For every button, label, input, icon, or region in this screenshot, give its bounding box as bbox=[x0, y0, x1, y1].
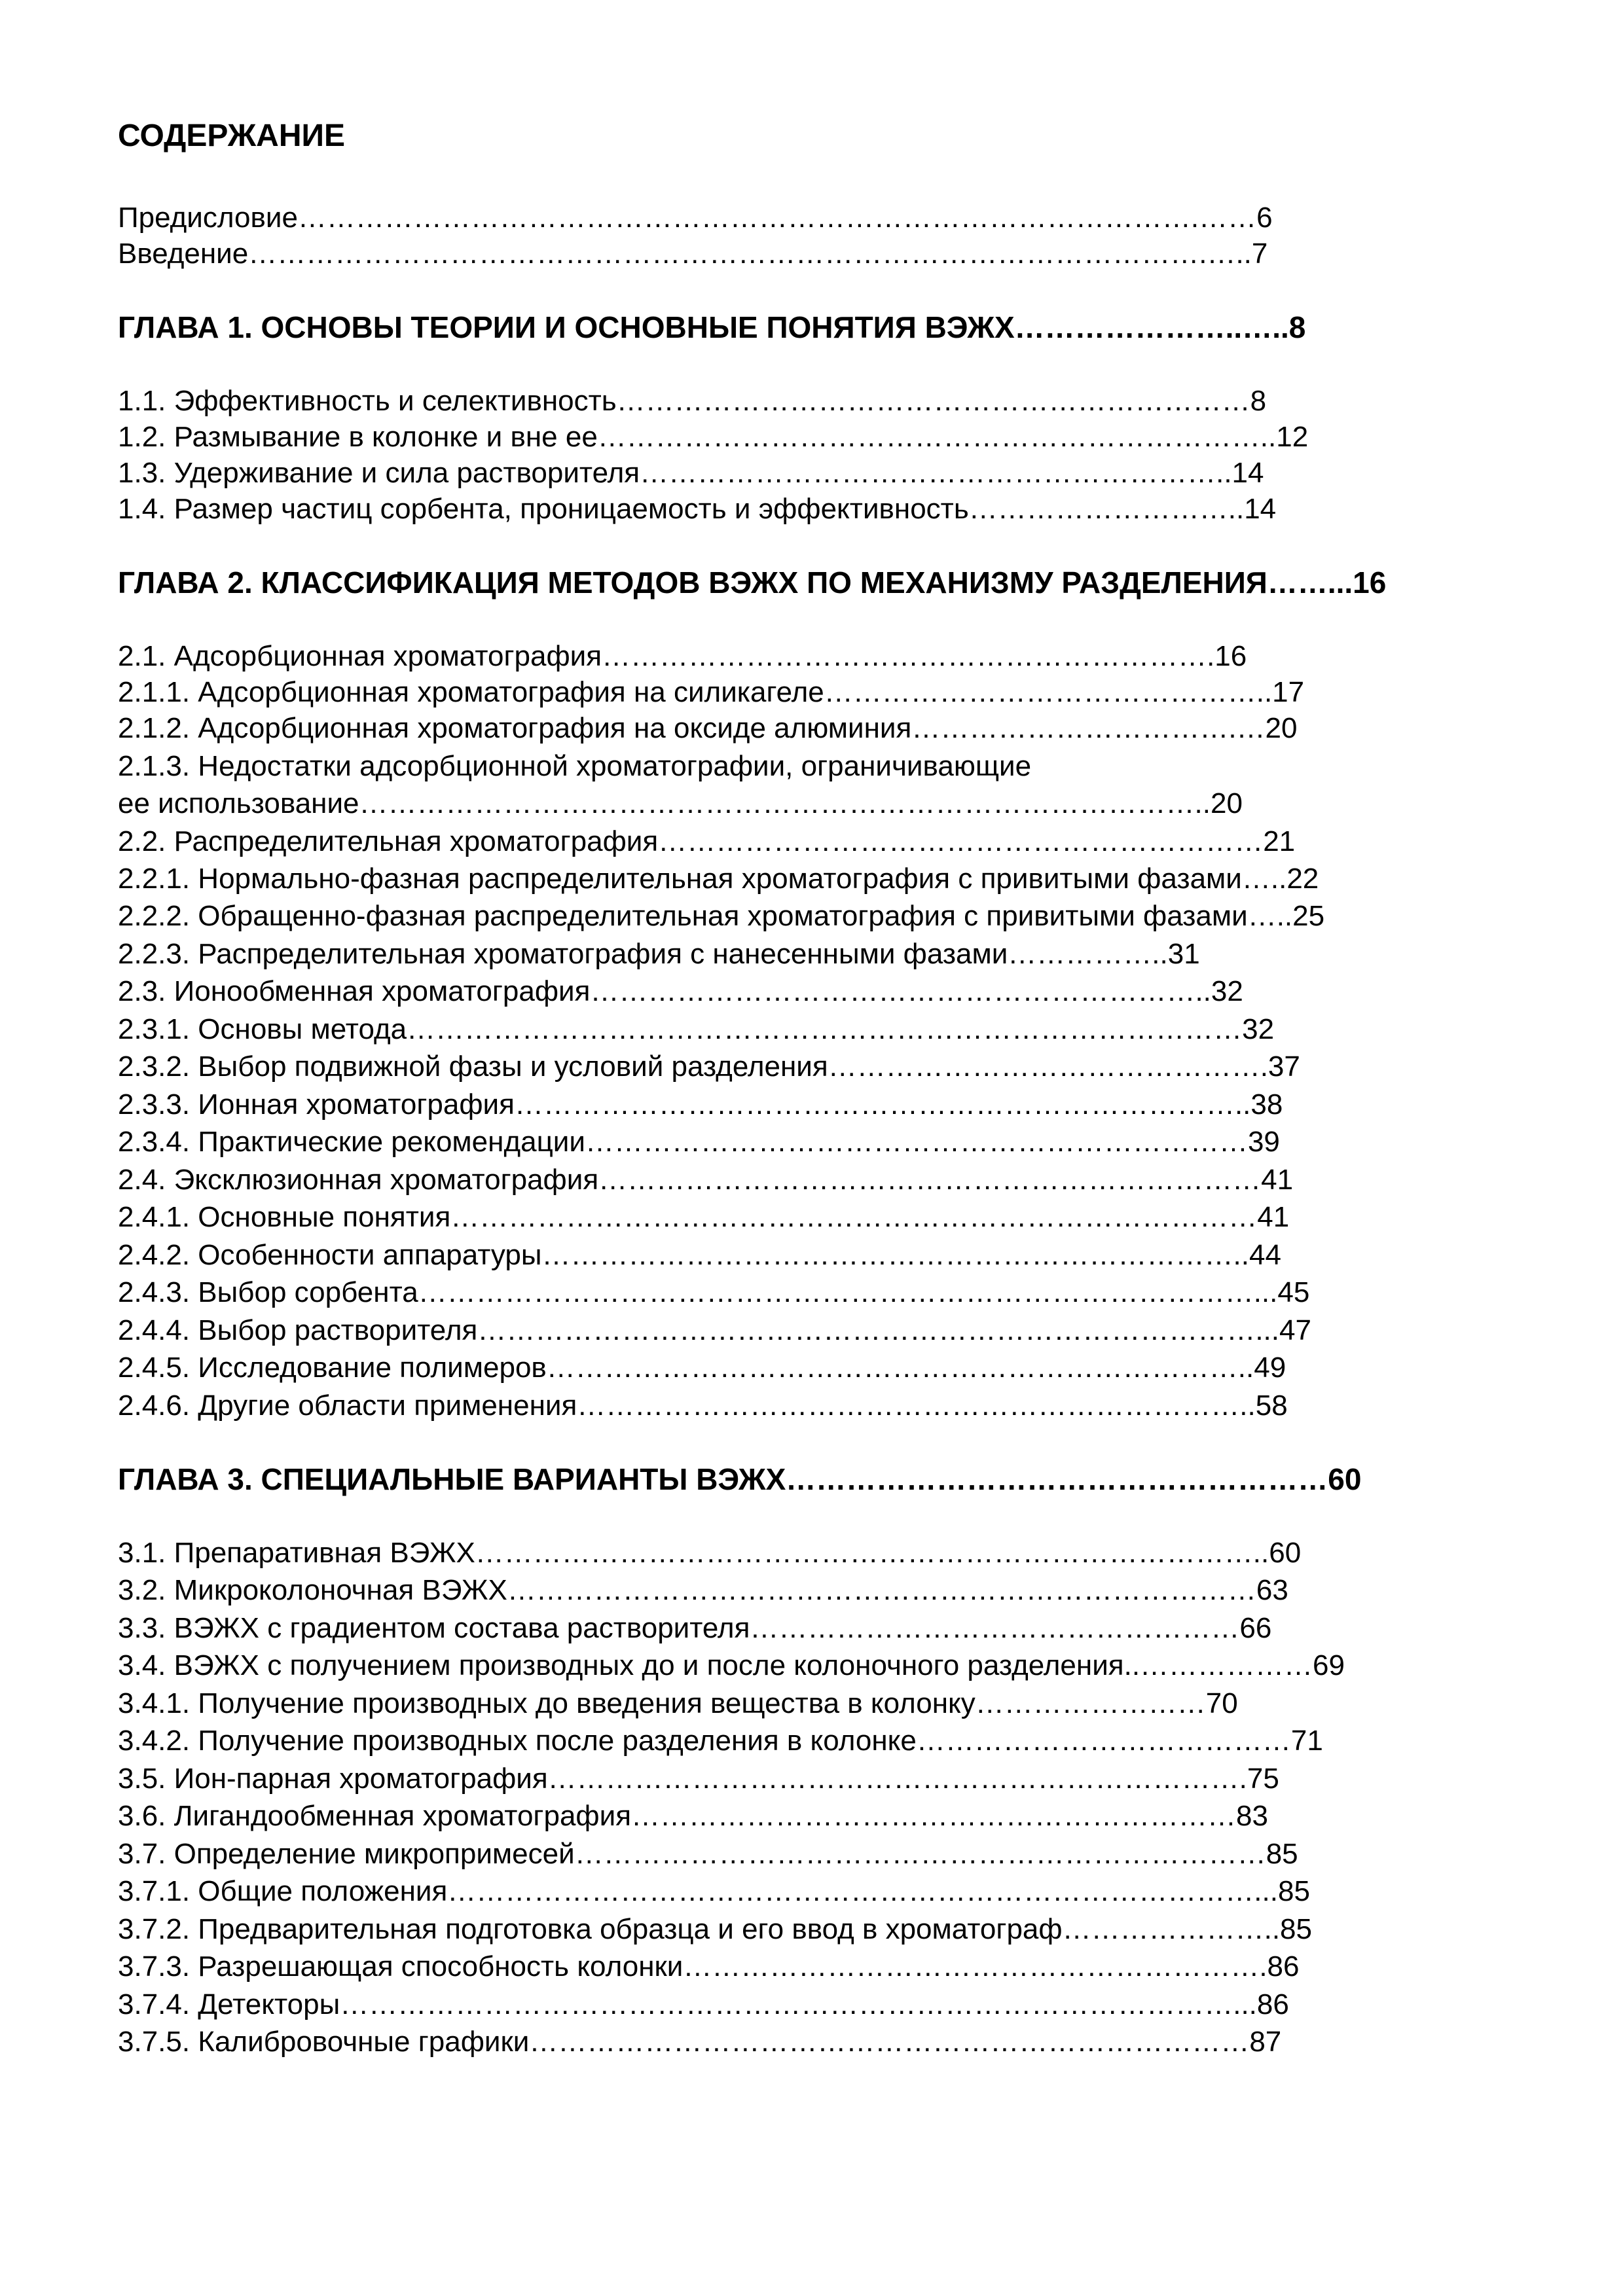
toc-entry: 2.3. Ионообменная хроматография………………………………………………………..32 bbox=[118, 975, 1243, 1007]
toc-entry: 2.4.6. Другие области применения……………………………………………………………..58 bbox=[118, 1390, 1288, 1422]
toc-entry: 1.4. Размер частиц сорбента, проницаемость и эффективность………………………..14 bbox=[118, 493, 1277, 525]
toc-entry: 2.1. Адсорбционная хроматография……………………………………………………….16 bbox=[118, 640, 1247, 672]
toc-entry: 3.7.5. Калибровочные графики…………………………………………………………………87 bbox=[118, 2026, 1282, 2058]
toc-entry: ее использование……………………………………………………………………………..20 bbox=[118, 787, 1243, 819]
toc-entry: 2.4.3. Выбор сорбента……………………………………………………………………………...45 bbox=[118, 1276, 1310, 1308]
toc-chapter-heading: ГЛАВА 1. ОСНОВЫ ТЕОРИИ И ОСНОВНЫЕ ПОНЯТИЯ ВЭЖХ…………………..…..8 bbox=[118, 310, 1306, 344]
toc-entry: 3.7.1. Общие положения…………………………………………………………………………...85 bbox=[118, 1875, 1310, 1907]
toc-entry: 3.7. Определение микропримесей………………………………………………………………85 bbox=[118, 1838, 1298, 1870]
toc-entry: 2.1.3. Недостатки адсорбционной хроматографии, ограничивающие bbox=[118, 750, 1032, 782]
toc-entry: 3.1. Препаративная ВЭЖХ………………………………………………………………………..60 bbox=[118, 1537, 1302, 1569]
toc-entry: 1.2. Размывание в колонке и вне ее……………………………………………………………..12 bbox=[118, 421, 1309, 453]
toc-entry: 2.3.4. Практические рекомендации……………………………………………………………39 bbox=[118, 1126, 1280, 1158]
toc-entry: 2.2. Распределительная хроматография………………………………………………………21 bbox=[118, 825, 1296, 857]
toc-entry: 3.4.2. Получение производных после разделения в колонке…………………………………71 bbox=[118, 1725, 1323, 1757]
toc-entry: 2.3.3. Ионная хроматография…………………………………………………………………..38 bbox=[118, 1088, 1283, 1121]
toc-entry: 2.1.2. Адсорбционная хроматография на оксиде алюминия…………………………….…20 bbox=[118, 712, 1298, 744]
toc-entry: 2.3.1. Основы метода……………………………………………………………………………32 bbox=[118, 1013, 1275, 1045]
toc-entry: 2.4. Эксклюзионная хроматография……………………………………………………………41 bbox=[118, 1164, 1294, 1196]
toc-entry: 3.7.2. Предварительная подготовка образца и его ввод в хроматограф…………………..85 bbox=[118, 1913, 1312, 1945]
toc-entry: Введение……………………………………………………………………………………….…..7 bbox=[118, 238, 1268, 270]
toc-entry: 3.3. ВЭЖХ с градиентом состава растворителя……………………………………………66 bbox=[118, 1612, 1272, 1644]
toc-entry: 2.2.2. Обращенно-фазная распределительная хроматография с привитыми фазами…..25 bbox=[118, 900, 1325, 932]
page-title: СОДЕРЖАНИЕ bbox=[118, 118, 345, 153]
toc-entry: 3.7.3. Разрешающая способность колонки…………………………………………………….86 bbox=[118, 1950, 1300, 1982]
toc-entry: 3.4.1. Получение производных до введения вещества в колонку……………………70 bbox=[118, 1687, 1238, 1719]
toc-entry: 2.4.4. Выбор растворителя………………………………………………………………………...47 bbox=[118, 1314, 1311, 1346]
toc-entry: Предисловие………………………………………………………………………………….……6 bbox=[118, 202, 1273, 234]
toc-entry: 2.1.1. Адсорбционная хроматография на силикагеле………………………………………..17 bbox=[118, 676, 1305, 708]
toc-entry: 3.4. ВЭЖХ с получением производных до и после колоночного разделения..………………69 bbox=[118, 1649, 1345, 1681]
toc-entry: 2.2.3. Распределительная хроматография с нанесенными фазами……………..31 bbox=[118, 938, 1200, 970]
toc-entry: 2.3.2. Выбор подвижной фазы и условий разделения……………………………………….37 bbox=[118, 1050, 1300, 1083]
toc-entry: 2.4.5. Исследование полимеров………………………………………………………………..49 bbox=[118, 1352, 1286, 1384]
toc-entry: 1.1. Эффективность и селективность…………………………………………………………8 bbox=[118, 385, 1267, 417]
toc-entry: 2.2.1. Нормально-фазная распределительная хроматография с привитыми фазами…..22 bbox=[118, 863, 1319, 895]
toc-entry: 3.5. Ион-парная хроматография……………………………………………………………….75 bbox=[118, 1763, 1279, 1795]
toc-entry: 3.7.4. Детекторы…………………………………………………………………………………...86 bbox=[118, 1988, 1289, 2020]
toc-entry: 2.4.2. Особенности аппаратуры………………………………………………………………..44 bbox=[118, 1239, 1281, 1271]
toc-entry: 3.6. Лигандообменная хроматография………………………………………………………83 bbox=[118, 1800, 1268, 1832]
toc-entry: 2.4.1. Основные понятия…………………………………………………………………………41 bbox=[118, 1201, 1290, 1233]
toc-entry: 1.3. Удерживание и сила растворителя……………………………………………………..14 bbox=[118, 457, 1264, 489]
toc-entry: 3.2. Микроколоночная ВЭЖХ……………………………………………………………………63 bbox=[118, 1574, 1288, 1606]
toc-chapter-heading: ГЛАВА 3. СПЕЦИАЛЬНЫЕ ВАРИАНТЫ ВЭЖХ………………………………………………60 bbox=[118, 1462, 1362, 1496]
toc-chapter-heading: ГЛАВА 2. КЛАССИФИКАЦИЯ МЕТОДОВ ВЭЖХ ПО МЕХАНИЗМУ РАЗДЕЛЕНИЯ……...16 bbox=[118, 565, 1387, 600]
